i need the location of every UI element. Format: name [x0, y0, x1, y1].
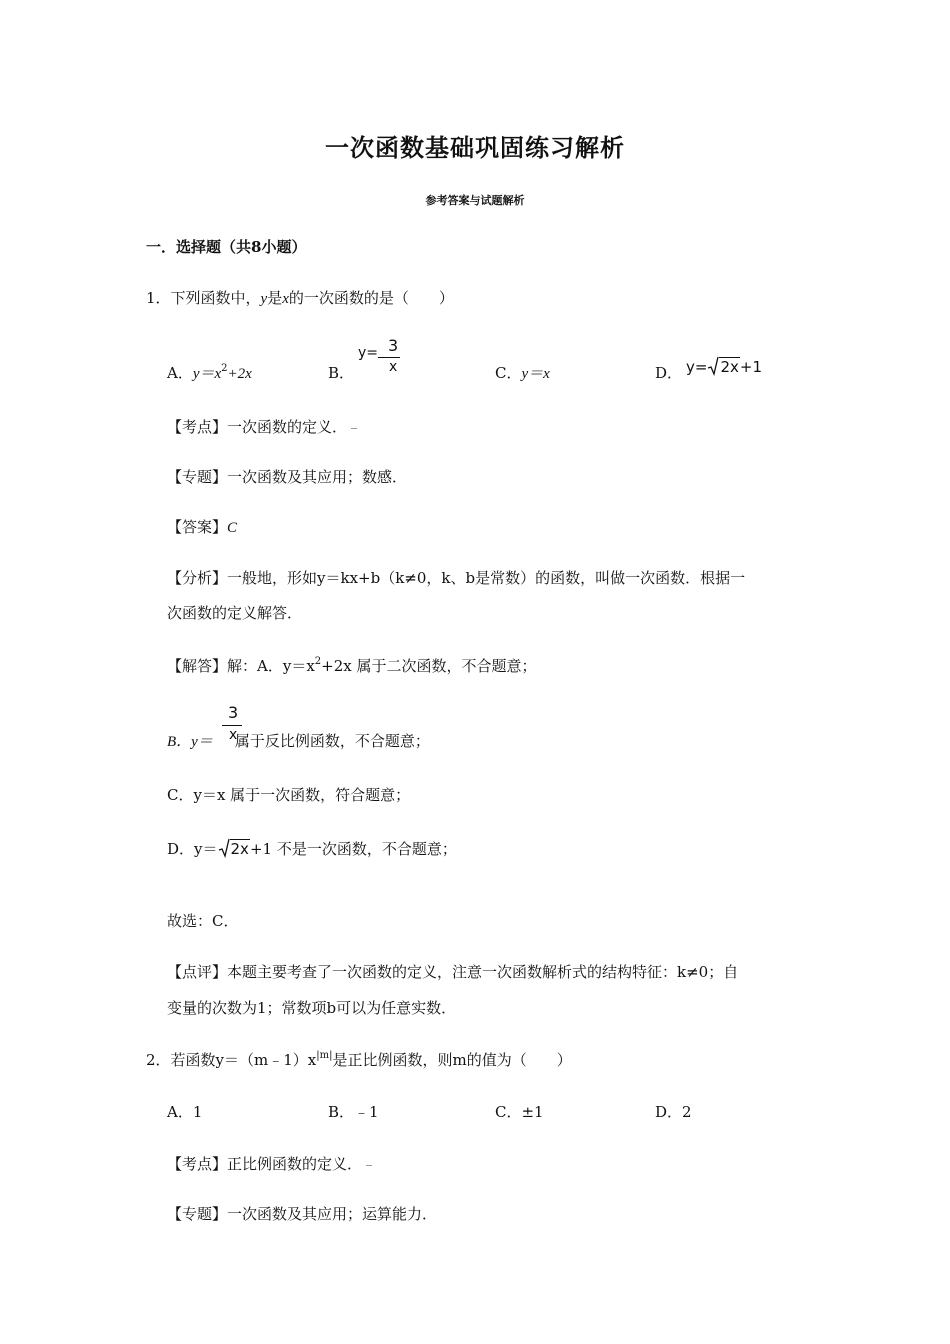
q2-option-c: C．±1: [495, 1103, 544, 1121]
q1-dianping-line2: 变量的次数为1；常数项b可以为任意实数．: [167, 999, 457, 1017]
q1-jieda-a: 【解答】解：A．$y=x^2+2x$ 属于二次函数，不合题意；: [167, 656, 537, 675]
q1-jieda-b-fraction: 3 x: [220, 703, 246, 749]
sqrt-symbol: 2x: [707, 356, 739, 376]
q1-fenxi: 【分析】一般地，形如y＝kx+b（k≠0，k、b是常数）的函数，叫做一次函数．根据一: [167, 569, 746, 587]
q1-option-c: C．y＝x: [495, 364, 550, 382]
q1-guxuan: 故选：C．: [167, 912, 239, 930]
q1-zhuanti: 【专题】一次函数及其应用；数感．: [167, 468, 408, 486]
q2-stem: 2．若函数$y=(m﹣1)x^{|m|}$是正比例函数，则m的值为（ ）: [146, 1050, 572, 1069]
q1-answer: 【答案】C: [167, 518, 238, 536]
q1-option-a: A．$y=x^2+2x$: [167, 363, 252, 382]
q1-jieda-b: B．y＝ 属于反比例函数，不合题意；: [167, 732, 430, 750]
q2-option-a: A．1: [167, 1103, 203, 1121]
q2-kaodian: 【考点】正比例函数的定义．: [167, 1154, 372, 1174]
q1-option-b-fraction: y= 3 x: [358, 336, 399, 375]
q2-option-b: B．﹣1: [328, 1103, 379, 1121]
sqrt-symbol: 2x: [218, 838, 250, 859]
q1-fenxi-line2: 次函数的定义解答．: [167, 604, 303, 622]
q1-jieda-d: D．y＝ 2x+1 不是一次函数，不合题意；: [167, 840, 457, 858]
q1-stem: 1．下列函数中，y是x的一次函数的是（ ）: [146, 289, 454, 307]
page-title: 一次函数基础巩固练习解析: [325, 133, 625, 162]
page-subtitle: 参考答案与试题解析: [425, 194, 525, 207]
q2-zhuanti: 【专题】一次函数及其应用；运算能力．: [167, 1205, 438, 1223]
q1-option-d-expr: y= 2x+1: [686, 358, 762, 376]
q1-jieda-c: C．y＝x 属于一次函数，符合题意；: [167, 786, 411, 804]
section-heading: 一．选择题（共8小题）: [146, 238, 307, 256]
q1-option-d-label: D．: [655, 364, 683, 382]
q1-kaodian: 【考点】一次函数的定义．: [167, 417, 357, 437]
q2-option-d: D．2: [655, 1103, 692, 1121]
q1-dianping: 【点评】本题主要考查了一次函数的定义，注意一次函数解析式的结构特征：k≠0；自: [167, 963, 739, 981]
q1-option-b-label: B．: [328, 364, 355, 382]
